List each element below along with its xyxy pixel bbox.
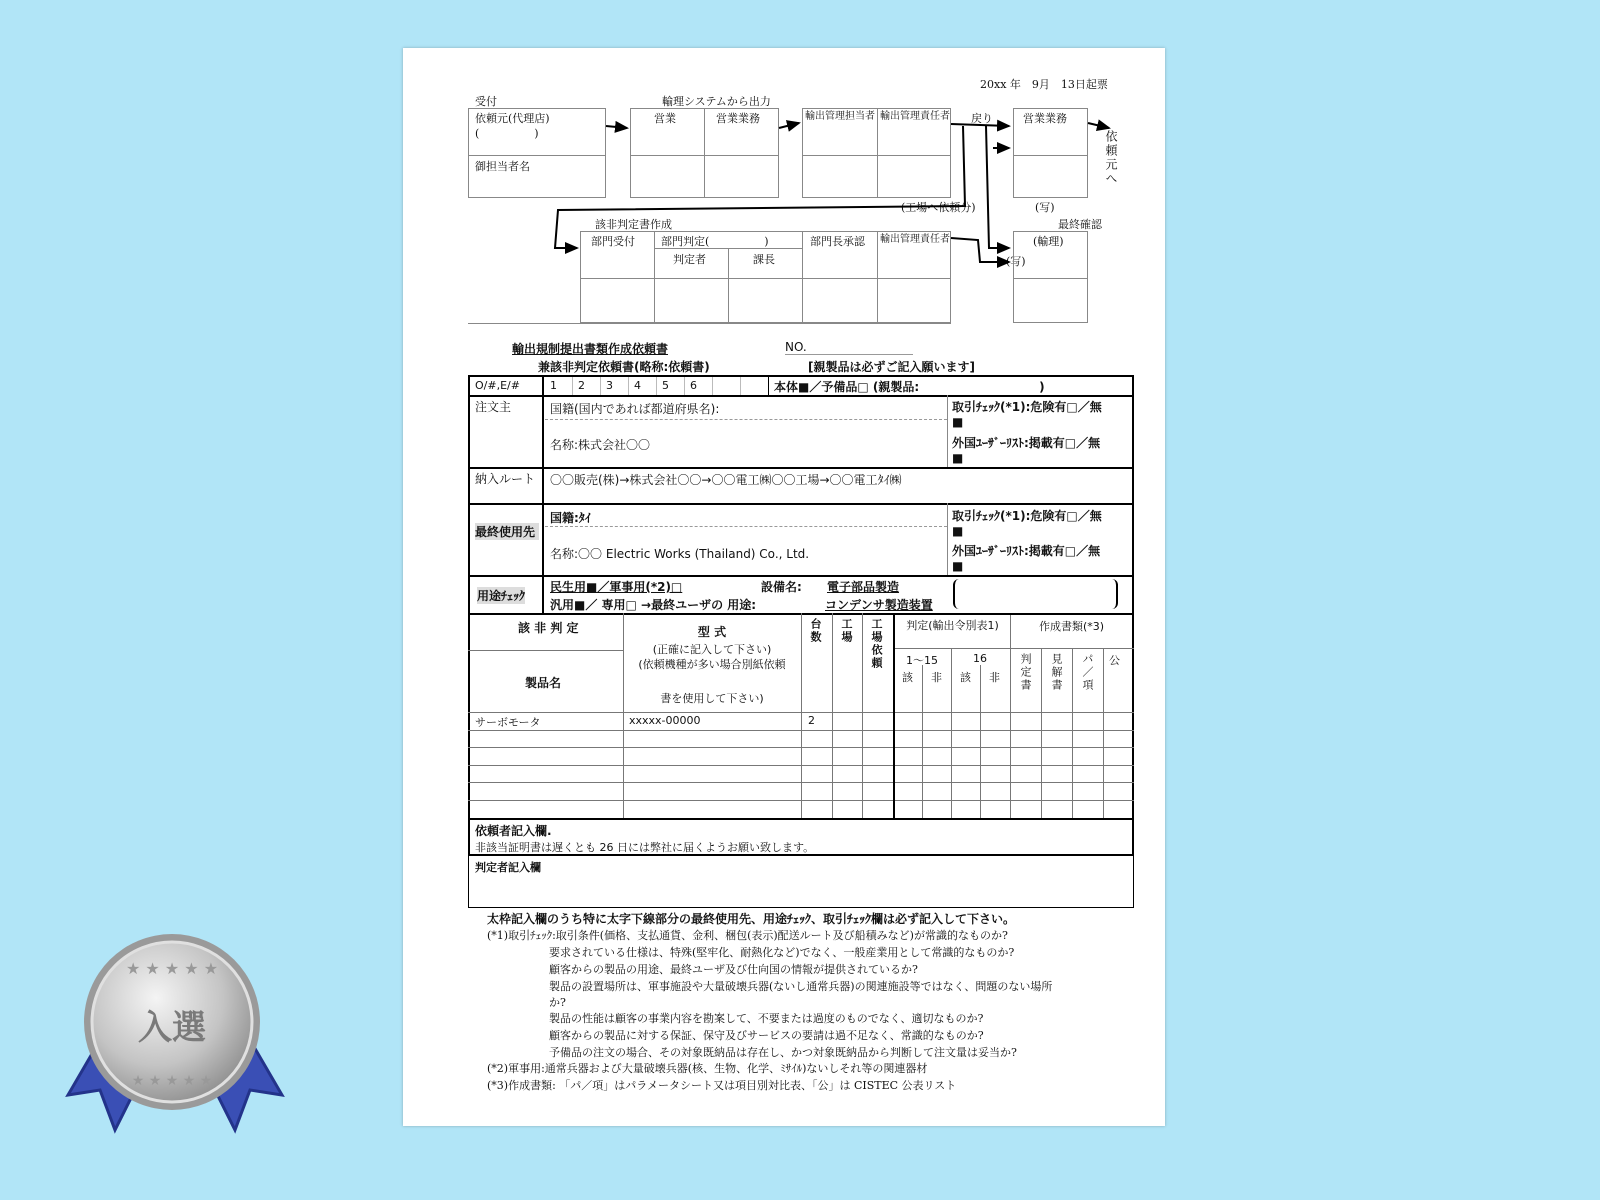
- general-dedicated-field[interactable]: 汎用■／ 専用□ →最終ユーザの 用途:: [550, 598, 757, 612]
- judge-label: 判定者: [673, 253, 706, 266]
- note-1c: 製品の設置場所は、軍事施設や大量破壊兵器(ないし通常兵器)の関連施設等ではなく、問題のない場所: [549, 980, 1053, 993]
- note-1: (*1)取引ﾁｪｯｸ:取引条件(価格、支払通貨、金利、梱包(表示)配送ルート及び船積みなど)が常識的なものか?: [487, 929, 1008, 942]
- col-1-15: 1〜15: [906, 654, 938, 667]
- note-1d: 製品の性能は顧客の事業内容を勘案して、不要または過度のものでなく、適切なものか?: [549, 1012, 984, 1025]
- dept-reception-label: 部門受付: [591, 235, 635, 248]
- note-1f: 予備品の注文の場合、その対象既納品は存在し、かつ対象既納品から判断して注文量は妥当か?: [549, 1046, 1017, 1059]
- col-model-note1: (正確に記入して下さい): [652, 643, 772, 656]
- section-chief-label: 課長: [753, 253, 775, 266]
- equipment-label: 設備名:: [761, 580, 802, 594]
- trade-check-orderer[interactable]: 取引ﾁｪｯｸ(*1):危険有□／無: [952, 400, 1102, 414]
- col-16: 16: [973, 652, 987, 665]
- note-1b: 顧客からの製品の用途、最終ユーザ及び仕向国の情報が提供されているか?: [549, 963, 918, 976]
- note-1e: 顧客からの製品に対する保証、保守及びサービスの要請は過不足なく、常識的なものか?: [549, 1029, 984, 1042]
- dept-head-label: 部門長承認: [810, 235, 865, 248]
- use-check-label: 用途ﾁｪｯｸ: [477, 589, 526, 603]
- requester-label: 依頼元(代理店): [475, 112, 550, 125]
- judge-notes-box[interactable]: [468, 856, 1134, 908]
- flow-arrows: [403, 48, 1165, 348]
- col-judgement: 該 非 判 定: [518, 621, 579, 635]
- order-number-cell[interactable]: 4: [634, 379, 641, 392]
- note-2: (*2)軍事用:通常兵器および大量破壊兵器(核、生物、化学、ﾐｻｲﾙ)ないしそれ等の関連器材: [487, 1062, 928, 1075]
- orderer-name-field[interactable]: 名称:株式会社〇〇: [550, 438, 651, 452]
- foreign-user-orderer[interactable]: 外国ﾕｰｻﾞｰﾘｽﾄ:掲載有□／無: [952, 436, 1101, 450]
- export-manager-label-2: 輸出管理責任者: [880, 234, 950, 245]
- reception-label: 受付: [475, 95, 497, 108]
- judgement-creation-label: 該非判定書作成: [595, 218, 672, 231]
- product-model-cell[interactable]: xxxxx-00000: [629, 714, 701, 727]
- order-number-label: O/#,E/#: [475, 379, 520, 392]
- route-label: 納入ルート: [475, 472, 536, 486]
- col-model-note2: (依頼機種が多い場合別紙依頼: [638, 658, 786, 671]
- equipment-field[interactable]: 電子部品製造: [827, 580, 900, 594]
- col-16-hi: 非: [989, 671, 1000, 684]
- decision-frame: [893, 613, 1134, 820]
- logistics-label: (輸理): [1033, 235, 1064, 248]
- final-check-label: 最終確認: [1058, 218, 1102, 231]
- trade-check-mark-2[interactable]: ■: [952, 524, 964, 538]
- col-doc-opinion: 見解書: [1050, 653, 1063, 692]
- order-number-cell[interactable]: 2: [578, 379, 585, 392]
- svg-text:★ ★ ★ ★ ★: ★ ★ ★ ★ ★: [125, 959, 219, 978]
- orderer-label: 注文主: [475, 400, 512, 414]
- sales-label: 営業: [654, 112, 676, 125]
- col-1-15-hi: 非: [931, 671, 942, 684]
- col-model-note3: 書を使用して下さい): [660, 692, 764, 705]
- factory-request-label: (工場へ依頼分): [901, 201, 976, 214]
- badge-label: 入選: [138, 1008, 206, 1048]
- order-number-cell[interactable]: 5: [662, 379, 669, 392]
- return-label: 戻り: [971, 112, 993, 125]
- trade-check-mark[interactable]: ■: [952, 415, 964, 429]
- col-product: 製品名: [525, 676, 562, 690]
- copy-label: (写): [1035, 201, 1055, 214]
- col-doc-public: 公: [1109, 654, 1120, 667]
- paren: ( ): [475, 127, 539, 140]
- orderer-nationality-field[interactable]: 国籍(国内であれば都道府県名):: [550, 402, 720, 416]
- sales-ops-label: 営業業務: [716, 112, 760, 125]
- sales-ops-label-2: 営業業務: [1023, 112, 1067, 125]
- export-manager-label: 輸出管理責任者: [880, 111, 950, 122]
- note-1a: 要求されている仕様は、特殊(堅牢化、耐熱化など)でなく、一般産業用として常識的なものか?: [549, 946, 1015, 959]
- svg-text:★ ★ ★ ★ ★: ★ ★ ★ ★ ★: [131, 1073, 213, 1089]
- use-bracket: [953, 579, 1118, 609]
- col-decision: 判定(輸出令別表1): [906, 619, 999, 632]
- civil-military-field[interactable]: 民生用■／軍事用(*2)□: [550, 580, 683, 594]
- person-label: 御担当者名: [475, 160, 530, 173]
- col-factory-req: 工場依頼: [870, 618, 883, 670]
- use-field[interactable]: コンデンサ製造装置: [825, 598, 933, 612]
- form-no: NO.: [785, 340, 913, 355]
- order-number-cell[interactable]: 3: [606, 379, 613, 392]
- note-1c2: か?: [549, 996, 566, 1009]
- col-doc-param: パ／項: [1081, 653, 1094, 692]
- end-user-label: 最終使用先: [475, 523, 539, 540]
- col-16-gai: 該: [960, 671, 971, 684]
- foreign-user-mark[interactable]: ■: [952, 451, 964, 465]
- col-model: 型 式: [697, 625, 727, 639]
- col-qty: 台数: [809, 618, 822, 644]
- form-title: 輸出規制提出書類作成依頼書: [512, 342, 669, 356]
- foreign-user-enduser[interactable]: 外国ﾕｰｻﾞｰﾘｽﾄ:掲載有□／無: [952, 544, 1101, 558]
- notes-bold: 太枠記入欄のうち特に太字下線部分の最終使用先、用途ﾁｪｯｸ、取引ﾁｪｯｸ欄は必ず記入して下さい。: [487, 912, 1016, 926]
- col-factory: 工場: [840, 618, 853, 644]
- product-name-cell[interactable]: サーボモータ: [475, 716, 541, 729]
- copy-label-2: (写): [1006, 255, 1026, 268]
- end-user-nationality-field[interactable]: 国籍:ﾀｲ: [550, 511, 591, 525]
- product-qty-cell[interactable]: 2: [808, 714, 815, 727]
- requester-notes[interactable]: 非該当証明書は遅くとも 26 日には弊社に届くようお願い致します。: [475, 841, 815, 854]
- requester-notes-label: 依頼者記入欄.: [475, 824, 552, 838]
- end-user-name-field[interactable]: 名称:〇〇 Electric Works (Thailand) Co., Ltd.: [550, 547, 810, 561]
- col-docs: 作成書類(*3): [1038, 620, 1105, 633]
- col-1-15-gai: 該: [902, 671, 913, 684]
- date: 20xx 年 9月 13日起票: [980, 78, 1108, 91]
- foreign-user-mark-2[interactable]: ■: [952, 559, 964, 573]
- order-number-cell[interactable]: 1: [550, 379, 557, 392]
- main-spare-field[interactable]: 本体■／予備品□ (親製品: ): [774, 380, 1045, 394]
- document-page: [403, 48, 1165, 1126]
- form-subtitle: 兼該非判定依頼書(略称:依頼書): [538, 360, 710, 374]
- to-requester-label: 依頼元へ: [1104, 130, 1118, 186]
- col-doc-judgement: 判定書: [1019, 653, 1032, 692]
- export-staff-label: 輸出管理担当者: [805, 111, 875, 122]
- dept-judgement-label: 部門判定( ): [661, 235, 769, 248]
- note-3: (*3)作成書類: 「パ／項」はパラメータシート又は項目別対比表、「公」は CISTEC 公表リスト: [487, 1079, 957, 1092]
- order-number-cell[interactable]: 6: [690, 379, 697, 392]
- route-field[interactable]: 〇〇販売(株)→株式会社〇〇→〇〇電工㈱〇〇工場→〇〇電工ﾀｲ㈱: [550, 473, 902, 487]
- parent-note: [親製品は必ずご記入願います]: [808, 360, 975, 374]
- judge-notes-label: 判定者記入欄: [475, 861, 541, 874]
- award-badge: [60, 930, 290, 1150]
- system-output-label: 輸理システムから出力: [662, 95, 771, 108]
- trade-check-enduser[interactable]: 取引ﾁｪｯｸ(*1):危険有□／無: [952, 509, 1102, 523]
